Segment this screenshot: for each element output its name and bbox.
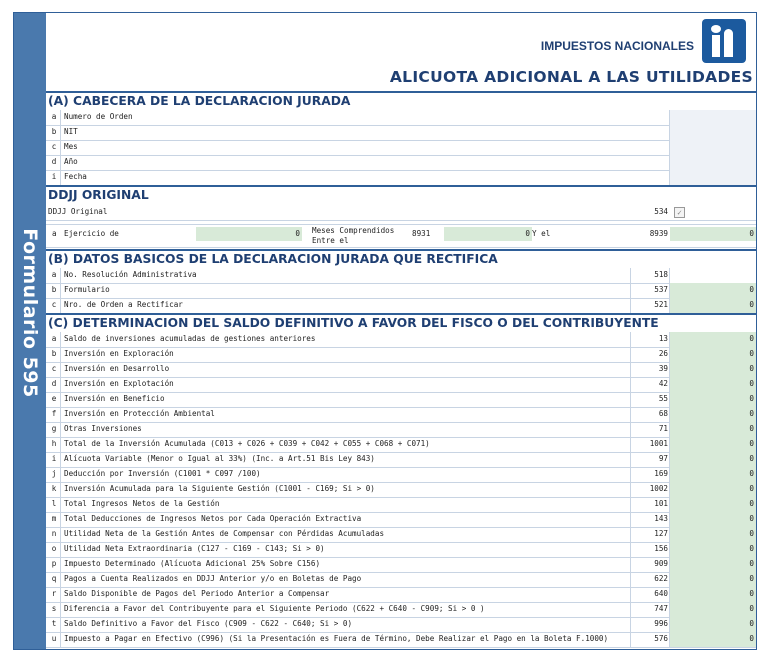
row-code: 13 (658, 334, 668, 343)
table-row (46, 125, 756, 141)
row-value: 0 (749, 334, 754, 343)
row-label: Nro. de Orden a Rectificar (64, 300, 183, 309)
row-value: 0 (749, 514, 754, 523)
row-label: Mes (64, 142, 78, 151)
row-value-field[interactable] (670, 392, 756, 407)
ejercicio-letter: a (52, 229, 57, 238)
row-code: 26 (658, 349, 668, 358)
table-row (46, 140, 756, 156)
table-row (46, 572, 756, 588)
row-label: Impuesto a Pagar en Efectivo (C996) (Si la Presentación es Fuera de Término, Debe Realizar el Pago en la Boleta F.1000) (64, 634, 609, 643)
row-value-field[interactable] (670, 422, 756, 437)
row-value-field[interactable] (670, 497, 756, 512)
row-label: Utilidad Neta de la Gestión Antes de Compensar con Pérdidas Acumuladas (64, 529, 385, 538)
row-label: Total Ingresos Netos de la Gestión (64, 499, 220, 508)
table-row (46, 298, 756, 314)
ddjj-title: DDJJ ORIGINAL (48, 188, 149, 202)
row-value-field[interactable] (670, 512, 756, 527)
meses-code-1: 8931 (412, 229, 431, 238)
row-value-field[interactable] (670, 377, 756, 392)
ejercicio-value: 0 (295, 229, 300, 238)
row-code: 97 (658, 454, 668, 463)
row-value-field[interactable] (670, 283, 756, 298)
table-row (46, 377, 756, 393)
row-letter: i (51, 454, 57, 463)
form-number-label: Formulario 595 (19, 228, 41, 398)
row-letter: h (51, 439, 57, 448)
row-value-field[interactable] (670, 407, 756, 422)
table-row (46, 617, 756, 633)
row-code: 68 (658, 409, 668, 418)
row-value: 0 (749, 394, 754, 403)
table-row (46, 452, 756, 468)
row-value: 0 (749, 544, 754, 553)
row-value-field[interactable] (670, 617, 756, 632)
row-value: 0 (749, 454, 754, 463)
table-row (46, 362, 756, 378)
row-code: 537 (654, 285, 668, 294)
row-label: Utilidad Neta Extraordinaria (C127 - C169 - C143; Si > 0) (64, 544, 325, 553)
row-value-field[interactable] (670, 140, 756, 155)
row-code: 127 (654, 529, 668, 538)
table-row (46, 497, 756, 513)
section-b-title: (B) DATOS BASICOS DE LA DECLARACION JURADA QUE RECTIFICA (48, 252, 498, 266)
table-row (46, 482, 756, 498)
row-label: Inversión en Exploración (64, 349, 174, 358)
row-letter: b (51, 349, 57, 358)
meses-field-2[interactable] (670, 227, 756, 241)
row-code: 156 (654, 544, 668, 553)
row-letter: f (51, 409, 57, 418)
ddjj-original-code: 534 (654, 207, 668, 216)
row-code: 169 (654, 469, 668, 478)
row-value-field[interactable] (670, 332, 756, 347)
ddjj-original-row (46, 204, 756, 221)
row-value-field[interactable] (670, 587, 756, 602)
row-letter: b (51, 127, 57, 136)
row-letter: s (51, 604, 57, 613)
form-sidebar (14, 13, 46, 649)
row-letter: k (51, 484, 57, 493)
row-letter: c (51, 364, 57, 373)
row-value-field[interactable] (670, 125, 756, 140)
row-value-field[interactable] (670, 110, 756, 125)
meses-value-2: 0 (749, 229, 754, 238)
row-label: Total Deducciones de Ingresos Netos por Cada Operación Extractiva (64, 514, 362, 523)
row-value-field[interactable] (670, 572, 756, 587)
row-value-field[interactable] (670, 482, 756, 497)
row-label: Impuesto Determinado (Alícuota Adicional 25% Sobre C156) (64, 559, 321, 568)
table-row (46, 155, 756, 171)
ejercicio-row (46, 224, 756, 248)
row-value: 0 (749, 559, 754, 568)
row-letter: n (51, 529, 57, 538)
row-value-field[interactable] (670, 557, 756, 572)
meses-code-2: 8939 (649, 229, 668, 238)
row-value: 0 (749, 604, 754, 613)
table-row (46, 437, 756, 453)
ddjj-original-label: DDJJ Original (48, 207, 108, 216)
row-label: Alícuota Variable (Menor o Igual al 33%) (Inc. a Art.51 Bis Ley 843) (64, 454, 375, 463)
row-value-field[interactable] (670, 268, 756, 283)
row-code: 1001 (649, 439, 668, 448)
row-value: 0 (749, 364, 754, 373)
row-label: Otras Inversiones (64, 424, 142, 433)
row-label: Formulario (64, 285, 110, 294)
row-letter: i (51, 172, 57, 181)
table-row (46, 542, 756, 558)
form-page (13, 12, 757, 650)
row-value: 0 (749, 285, 754, 294)
row-value-field[interactable] (670, 298, 756, 313)
row-label: Inversión en Protección Ambiental (64, 409, 215, 418)
table-row (46, 332, 756, 348)
row-label: Diferencia a Favor del Contribuyente para el Siguiente Periodo (C622 + C640 - C909; Si > 0 ) (64, 604, 485, 613)
row-label: Pagos a Cuenta Realizados en DDJJ Anterior y/o en Boletas de Pago (64, 574, 362, 583)
row-label: NIT (64, 127, 78, 136)
row-label: No. Resolución Administrativa (64, 270, 197, 279)
row-code: 576 (654, 634, 668, 643)
row-code: 640 (654, 589, 668, 598)
row-value: 0 (749, 379, 754, 388)
row-label: Fecha (64, 172, 87, 181)
impuestos-logo-icon (702, 19, 746, 63)
table-row (46, 268, 756, 284)
y-el-label: Y el (532, 229, 551, 238)
row-letter: a (51, 334, 57, 343)
table-row (46, 512, 756, 528)
row-value: 0 (749, 469, 754, 478)
row-label: Deducción por Inversión (C1001 * C097 /100) (64, 469, 261, 478)
meses-value-1: 0 (525, 229, 530, 238)
meses-label: Meses Comprendidos Entre el (312, 226, 395, 245)
row-value-field[interactable] (670, 467, 756, 482)
row-letter: m (51, 514, 57, 523)
table-row (46, 467, 756, 483)
row-value-field[interactable] (670, 452, 756, 467)
table-row (46, 557, 756, 573)
row-value-field[interactable] (670, 155, 756, 170)
row-letter: j (51, 469, 57, 478)
table-row (46, 110, 756, 126)
row-code: 42 (658, 379, 668, 388)
row-value: 0 (749, 634, 754, 643)
row-letter: l (51, 499, 57, 508)
row-letter: d (51, 157, 57, 166)
row-value: 0 (749, 439, 754, 448)
row-letter: a (51, 270, 57, 279)
row-value-field[interactable] (670, 170, 756, 185)
row-value-field[interactable] (670, 602, 756, 617)
table-row (46, 632, 756, 648)
row-label: Total de la Inversión Acumulada (C013 + C026 + C039 + C042 + C055 + C068 + C071) (64, 439, 430, 448)
row-code: 71 (658, 424, 668, 433)
row-letter: u (51, 634, 57, 643)
section-divider (46, 313, 756, 315)
row-value: 0 (749, 424, 754, 433)
form-content (46, 13, 756, 649)
row-code: 143 (654, 514, 668, 523)
row-code: 622 (654, 574, 668, 583)
row-value-field[interactable] (670, 542, 756, 557)
row-letter: q (51, 574, 57, 583)
row-value-field[interactable] (670, 362, 756, 377)
form-title: ALICUOTA ADICIONAL A LAS UTILIDADES (389, 68, 753, 86)
row-letter: b (51, 285, 57, 294)
row-value: 0 (749, 409, 754, 418)
row-code: 55 (658, 394, 668, 403)
table-row (46, 527, 756, 543)
row-code: 1002 (649, 484, 668, 493)
row-code: 996 (654, 619, 668, 628)
row-letter: o (51, 544, 57, 553)
brand-name: IMPUESTOS NACIONALES (540, 39, 694, 53)
table-row (46, 407, 756, 423)
row-code: 747 (654, 604, 668, 613)
section-divider (46, 91, 756, 93)
table-row (46, 422, 756, 438)
row-value: 0 (749, 574, 754, 583)
section-c-title: (C) DETERMINACION DEL SALDO DEFINITIVO A FAVOR DEL FISCO O DEL CONTRIBUYENTE (48, 316, 659, 330)
row-letter: c (51, 142, 57, 151)
row-letter: t (51, 619, 57, 628)
row-label: Saldo Definitivo a Favor del Fisco (C909 - C622 - C640; Si > 0) (64, 619, 353, 628)
row-value: 0 (749, 589, 754, 598)
row-letter: p (51, 559, 57, 568)
row-label: Saldo de inversiones acumuladas de gestiones anteriores (64, 334, 316, 343)
ejercicio-field[interactable] (196, 227, 302, 241)
row-code: 39 (658, 364, 668, 373)
row-letter: a (51, 112, 57, 121)
row-letter: e (51, 394, 57, 403)
ddjj-original-checkbox[interactable]: ✓ (674, 207, 685, 218)
meses-field-1[interactable] (444, 227, 532, 241)
row-code: 521 (654, 300, 668, 309)
row-label: Inversión en Desarrollo (64, 364, 170, 373)
row-letter: d (51, 379, 57, 388)
row-label: Numero de Orden (64, 112, 133, 121)
row-label: Inversión en Explotación (64, 379, 174, 388)
row-value: 0 (749, 619, 754, 628)
table-row (46, 587, 756, 603)
row-letter: r (51, 589, 57, 598)
row-value-field[interactable] (670, 347, 756, 362)
table-row (46, 170, 756, 186)
row-value-field[interactable] (670, 632, 756, 647)
table-row (46, 392, 756, 408)
row-value: 0 (749, 499, 754, 508)
row-label: Saldo Disponible de Pagos del Periodo Anterior a Compensar (64, 589, 330, 598)
table-row (46, 283, 756, 299)
table-row (46, 347, 756, 363)
row-value: 0 (749, 349, 754, 358)
row-label: Inversión en Beneficio (64, 394, 165, 403)
row-label: Inversión Acumulada para la Siguiente Gestión (C1001 - C169; Si > 0) (64, 484, 375, 493)
row-value-field[interactable] (670, 437, 756, 452)
ejercicio-label: Ejercicio de (64, 229, 119, 238)
section-divider (46, 185, 756, 187)
row-value-field[interactable] (670, 527, 756, 542)
row-code: 518 (654, 270, 668, 279)
row-value: 0 (749, 484, 754, 493)
row-label: Año (64, 157, 78, 166)
row-code: 101 (654, 499, 668, 508)
row-code: 909 (654, 559, 668, 568)
row-letter: c (51, 300, 57, 309)
row-value: 0 (749, 529, 754, 538)
row-value: 0 (749, 300, 754, 309)
section-divider (46, 249, 756, 251)
section-a-title: (A) CABECERA DE LA DECLARACION JURADA (48, 94, 351, 108)
row-letter: g (51, 424, 57, 433)
table-row (46, 602, 756, 618)
